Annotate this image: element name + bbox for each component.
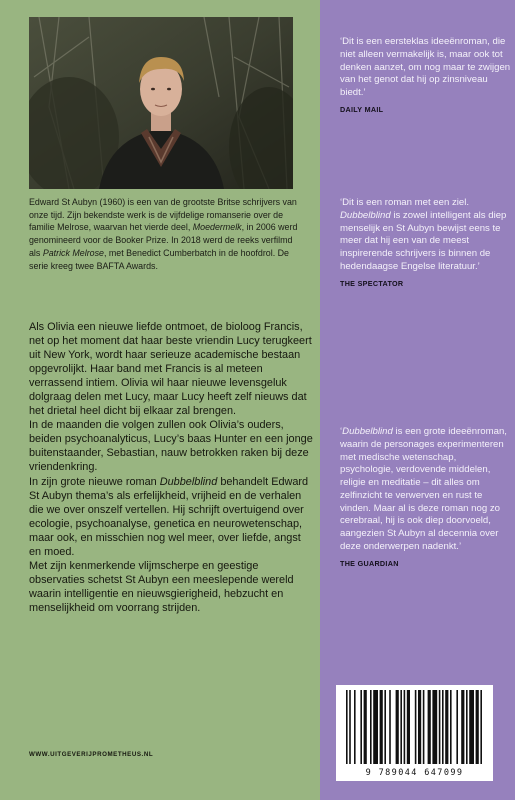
blurb-p3-text-a: In zijn grote nieuwe roman [29,475,160,488]
author-bio [29,196,299,272]
isbn-barcode [336,685,493,781]
quote-text: ‘Dit is een roman met een ziel. [340,197,470,208]
blurb-paragraph-2: In de maanden die volgen zullen ook Olivia’s ouders, beiden psychoanalyticus, Lucy’s baas Hunter en een jonge buitenstaander, Sebastian, nauw betrokken raken bij deze vriendenkring. [29,419,313,474]
book-blurb [29,320,313,615]
blurb-paragraph-4: Met zijn kenmerkende vlijmscherpe en geestige observaties schetst St Aubyn een meeslepende wereld waarin intelligentie en nieuwsgierigheid, hebzucht en menselijkheid om voorrang strijden. [29,559,294,614]
quote-source: DAILY MAIL [340,104,384,114]
author-photo [29,17,293,189]
quote-text-cont: is een grote ideeënroman, waarin de personages experimenteren met medische wetenschap, psychologie, verdovende middelen, religie en meditatie – dit alles om zelfinzicht te verwerven en rust te vinden. Maar al is deze roman nog zo cerebraal, hij is ook diep doorvoeld, aangezien St Aubyn al decennia over deze onderwerpen nadenkt.’ [340,426,507,552]
quote-text-cont: is zowel intelligent als diep menselijk en St Aubyn bewijst eens te meer dat hij een van de meest inspirerende schrijvers is binnen de hedendaagse Engelse literatuur.’ [340,209,507,272]
publisher-url: WWW.UITGEVERIJPROMETHEUS.NL [29,751,154,758]
quote-text: ‘Dit is een eersteklas ideeënroman, die niet alleen vermakelijk is, maar ook tot denken aanzet, om nog maar te zwijgen van het genot dat hij op zinsniveau biedt.’ [340,36,511,98]
bio-text-2: , in 2006 werd genomineerd voor de Booker Prize. In 2018 werd de reeks verfilmd als [29,222,298,258]
bio-text-3: , met Benedict Cumberbatch in de hoofdrol. De serie kreeg twee BAFTA Awards. [29,247,289,271]
quote-book-title: Dubbelblind [342,426,393,437]
quote-book-title: Dubbelblind [340,209,391,221]
isbn-number: 9 789044 647099 [365,768,464,778]
blurb-paragraph-1: Als Olivia een nieuwe liefde ontmoet, de bioloog Francis, net op het moment dat haar beste vriendin Lucy terugkeert uit New York, wordt haar serieuze academische bestaan opgevrolijkt. Haar band met Francis is al meteen verrassend intiem. Olivia wil haar nieuwe levensgeluk dolgraag delen met Lucy, maar Lucy heeft zelf nieuws dat het drietal heel dicht bij elkaar zal brengen. [29,321,312,418]
blurb-book-title: Dubbelblind [159,475,218,488]
review-quote-guardian [340,426,512,570]
bio-text-1: Edward St Aubyn (1960) is een van de grootste Britse schrijvers van onze tijd. Zijn bekendste werk is de vijfdelige romanserie over de familie Melrose, waarvan het vierde deel, [29,197,297,233]
quote-text: ‘ [340,426,343,437]
review-quote-spectator [340,197,512,290]
right-panel [320,0,515,800]
blurb-paragraph-3 [29,475,313,559]
bio-title-patrick-melrose: Patrick Melrose [42,247,104,258]
review-quote-daily-mail [340,36,512,117]
blurb-p3-text-b: behandelt Edward St Aubyn thema’s als erfelijkheid, vrijheid en de verhalen die we over onszelf vertellen. Hij schrijft overtuigend over ecologie, psychoanalyse, genetica en neurowetenschap, maar ook, en misschien nog wel meer, over liefde, angst en moed. [29,475,309,558]
quote-source: THE SPECTATOR [340,278,404,288]
quote-source: THE GUARDIAN [340,558,399,568]
bio-title-moedermelk: Moedermelk [192,222,242,233]
barcode-bars [344,690,485,764]
